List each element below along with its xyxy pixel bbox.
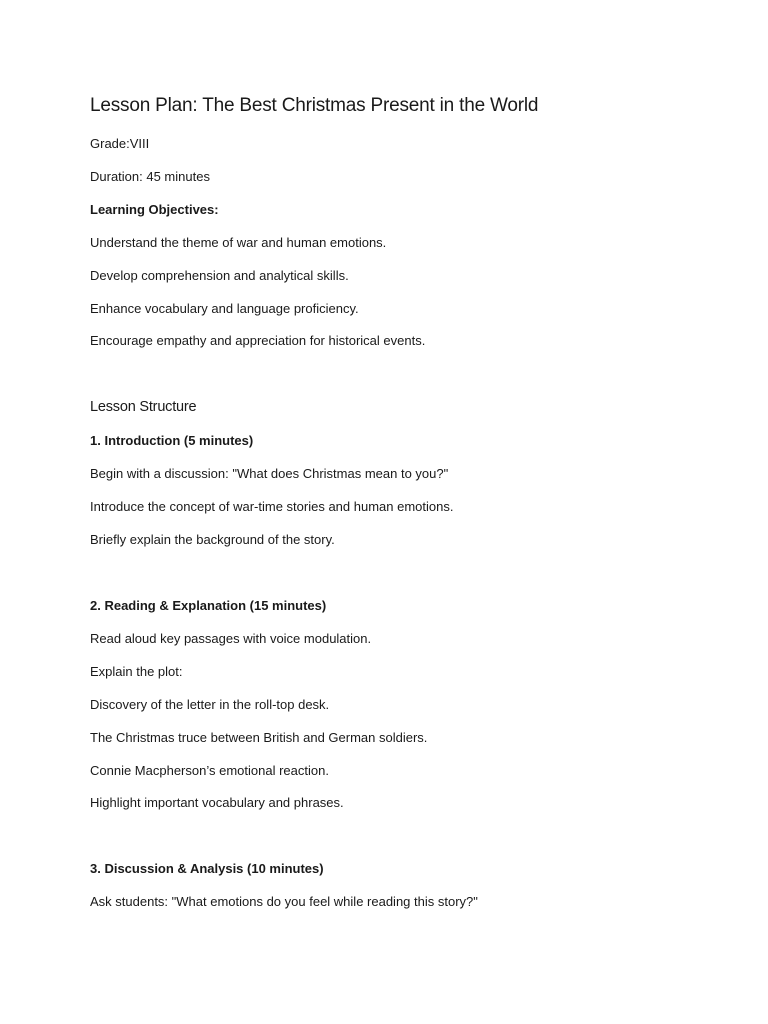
section-heading-reading: 2. Reading & Explanation (15 minutes)	[90, 598, 327, 613]
section-item: Discovery of the letter in the roll-top desk.	[90, 697, 330, 712]
section-item: Ask students: "What emotions do you feel while reading this story?"	[90, 894, 478, 909]
section-heading-introduction: 1. Introduction (5 minutes)	[90, 433, 254, 448]
section-item: Explain the plot:	[90, 664, 183, 679]
section-item: Connie Macpherson’s emotional reaction.	[90, 763, 329, 778]
section-heading-discussion: 3. Discussion & Analysis (10 minutes)	[90, 861, 324, 876]
duration-text: Duration: 45 minutes	[90, 169, 210, 184]
section-item: Read aloud key passages with voice modulation.	[90, 631, 372, 646]
section-item: Highlight important vocabulary and phrases.	[90, 795, 344, 810]
objective-item: Develop comprehension and analytical skills.	[90, 268, 349, 283]
section-item: The Christmas truce between British and German soldiers.	[90, 730, 428, 745]
section-item: Begin with a discussion: "What does Christmas mean to you?"	[90, 466, 449, 481]
grade-text: Grade:VIII	[90, 136, 150, 151]
structure-heading: Lesson Structure	[90, 399, 197, 415]
objective-item: Understand the theme of war and human emotions.	[90, 235, 387, 250]
objectives-heading: Learning Objectives:	[90, 202, 219, 217]
section-item: Briefly explain the background of the story.	[90, 532, 335, 547]
page-title: Lesson Plan: The Best Christmas Present in the World	[90, 95, 539, 116]
section-item: Introduce the concept of war-time stories and human emotions.	[90, 499, 454, 514]
objective-item: Enhance vocabulary and language proficiency.	[90, 301, 359, 316]
objective-item: Encourage empathy and appreciation for historical events.	[90, 333, 426, 348]
